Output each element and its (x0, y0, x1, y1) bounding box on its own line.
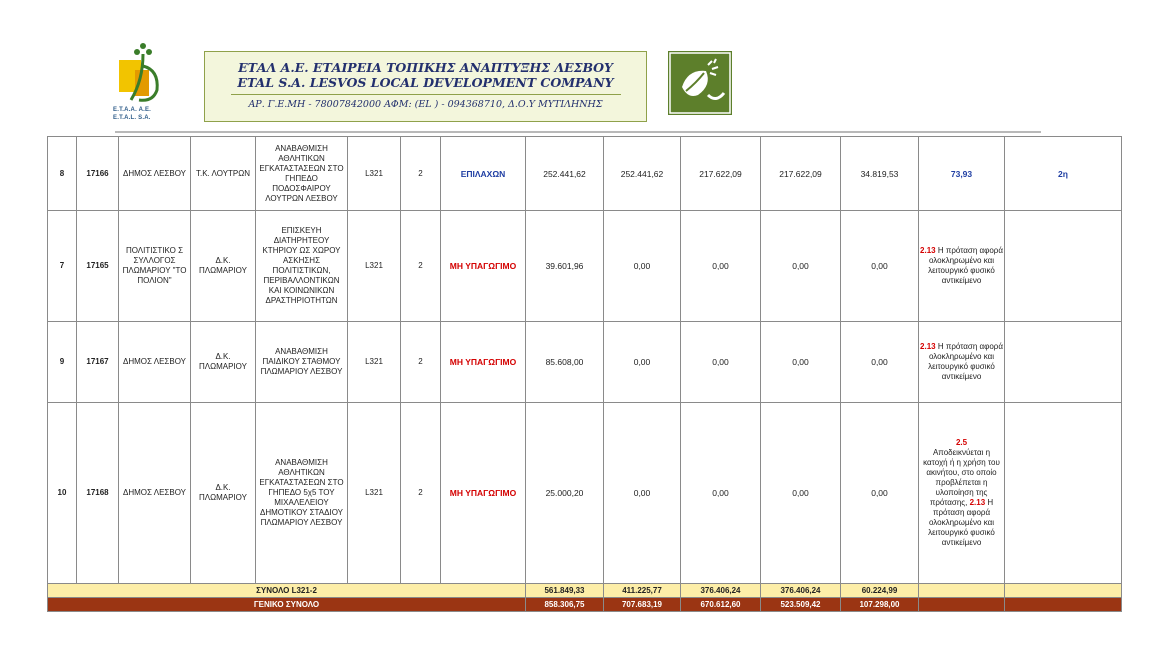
area: Τ.Κ. ΛΟΥΤΡΩΝ (191, 137, 256, 211)
etal-logo-left (113, 40, 173, 122)
subtotal-amount-4: 376.406,24 (761, 584, 841, 598)
header-divider (115, 131, 1041, 133)
project-code: 17166 (77, 137, 119, 211)
amount-4: 0,00 (761, 322, 841, 403)
status: ΜΗ ΥΠΑΓΩΓΙΜΟ (441, 322, 526, 403)
sub-measure: 2 (401, 211, 441, 322)
rejection-note (919, 403, 1005, 584)
subtotal-amount-3: 376.406,24 (681, 584, 761, 598)
subtotal-amount-1: 561.849,33 (526, 584, 604, 598)
criterion-code: 2.13 (920, 342, 936, 351)
rank: 2η (1005, 137, 1122, 211)
company-registry: ΑΡ. Γ.Ε.ΜΗ - 78007842000 ΑΦΜ: (EL ) - 094368710, Δ.Ο.Υ ΜΥΤΙΛΗΝΗΣ (248, 99, 603, 110)
amount-4: 0,00 (761, 403, 841, 584)
measure: L321 (348, 322, 401, 403)
grandtotal-amount-4: 523.509,42 (761, 598, 841, 612)
project-title: ΑΝΑΒΑΘΜΙΣΗ ΑΘΛΗΤΙΚΩΝ ΕΓΚΑΤΑΣΤΑΣΕΩΝ ΣΤΟ ΓΗΠΕΔΟ ΠΟΔΟΣΦΑΙΡΟΥ ΛΟΥΤΡΩΝ ΛΕΣΒΟΥ (256, 137, 348, 211)
leader-logo-right (668, 51, 732, 115)
sub-measure: 2 (401, 322, 441, 403)
amount-1: 85.608,00 (526, 322, 604, 403)
amount-5: 0,00 (841, 403, 919, 584)
table-row (48, 211, 1122, 322)
sub-measure: 2 (401, 137, 441, 211)
status: ΕΠΙΛΑΧΩΝ (441, 137, 526, 211)
criterion-text: Η πρόταση αφορά ολοκληρωμένο και λειτουργικό φυσικό αντικείμενο (928, 246, 1003, 285)
amount-3: 217.622,09 (681, 137, 761, 211)
amount-5: 0,00 (841, 211, 919, 322)
subtotal-label: ΣΥΝΟΛΟ L321-2 (48, 584, 526, 598)
amount-2: 0,00 (604, 211, 681, 322)
project-title: ΑΝΑΒΑΘΜΙΣΗ ΑΘΛΗΤΙΚΩΝ ΕΓΚΑΤΑΣΤΑΣΕΩΝ ΣΤΟ ΓΗΠΕΔΟ 5χ5 ΤΟΥ ΜΙΧΑΛΕΛΕΙΟΥ ΔΗΜΟΤΙΚΟΥ ΣΤΑΔΙΟΥ ΠΛΩΜΑΡΙΟΥ ΛΕΣΒΟΥ (256, 403, 348, 584)
company-title-greek: ΕΤΑΛ Α.Ε. ΕΤΑΙΡΕΙΑ ΤΟΠΙΚΗΣ ΑΝΑΠΤΥΞΗΣ ΛΕΣΒΟΥ (238, 60, 613, 75)
company-title-english: ETAL S.A. LESVOS LOCAL DEVELOPMENT COMPANY (237, 75, 614, 90)
criterion-text: Η πρόταση αφορά ολοκληρωμένο και λειτουργικό φυσικό αντικείμενο (928, 342, 1003, 381)
grandtotal-amount-2: 707.683,19 (604, 598, 681, 612)
status: ΜΗ ΥΠΑΓΩΓΙΜΟ (441, 211, 526, 322)
measure: L321 (348, 403, 401, 584)
area: Δ.Κ. ΠΛΩΜΑΡΙΟΥ (191, 403, 256, 584)
projects-table (47, 136, 1122, 612)
project-title: ΑΝΑΒΑΘΜΙΣΗ ΠΑΙΔΙΚΟΥ ΣΤΑΘΜΟΥ ΠΛΩΜΑΡΙΟΥ ΛΕΣΒΟΥ (256, 322, 348, 403)
etal-emblem-icon (113, 40, 173, 106)
amount-4: 0,00 (761, 211, 841, 322)
score: 73,93 (919, 137, 1005, 211)
amount-2: 252.441,62 (604, 137, 681, 211)
subtotal-amount-5: 60.224,99 (841, 584, 919, 598)
logo-text-gr: E.T.A.A. A.E. (113, 107, 152, 113)
measure: L321 (348, 211, 401, 322)
amount-3: 0,00 (681, 211, 761, 322)
amount-3: 0,00 (681, 322, 761, 403)
row-number: 10 (48, 403, 77, 584)
area: Δ.Κ. ΠΛΩΜΑΡΙΟΥ (191, 211, 256, 322)
amount-2: 0,00 (604, 322, 681, 403)
row-number: 9 (48, 322, 77, 403)
table-row (48, 137, 1122, 211)
grandtotal-empty (1005, 598, 1122, 612)
subtotal-row (48, 584, 1122, 598)
measure: L321 (348, 137, 401, 211)
logo-text-en: E.T.A.L. S.A. (113, 115, 151, 121)
amount-1: 25.000,20 (526, 403, 604, 584)
subtotal-amount-2: 411.225,77 (604, 584, 681, 598)
area: Δ.Κ. ΠΛΩΜΑΡΙΟΥ (191, 322, 256, 403)
applicant: ΠΟΛΙΤΙΣΤΙΚΟ Σ ΣΥΛΛΟΓΟΣ ΠΛΩΜΑΡΙΟΥ "ΤΟ ΠΟΛΙΟΝ" (119, 211, 191, 322)
criterion-text-2: Η πρόταση αφορά ολοκληρωμένο και λειτουργικό φυσικό αντικείμενο (928, 498, 995, 547)
applicant: ΔΗΜΟΣ ΛΕΣΒΟΥ (119, 137, 191, 211)
leader-emblem-icon (668, 51, 732, 115)
amount-1: 39.601,96 (526, 211, 604, 322)
rank (1005, 211, 1122, 322)
grandtotal-label: ΓΕΝΙΚΟ ΣΥΝΟΛΟ (48, 598, 526, 612)
criterion-code-2: 2.13 (969, 498, 986, 507)
company-banner (204, 51, 647, 122)
applicant: ΔΗΜΟΣ ΛΕΣΒΟΥ (119, 322, 191, 403)
rank (1005, 403, 1122, 584)
sub-measure: 2 (401, 403, 441, 584)
project-code: 17167 (77, 322, 119, 403)
grandtotal-amount-1: 858.306,75 (526, 598, 604, 612)
project-code: 17168 (77, 403, 119, 584)
rejection-note (919, 211, 1005, 322)
criterion-code: 2.13 (920, 246, 936, 255)
amount-2: 0,00 (604, 403, 681, 584)
amount-1: 252.441,62 (526, 137, 604, 211)
applicant: ΔΗΜΟΣ ΛΕΣΒΟΥ (119, 403, 191, 584)
rejection-note (919, 322, 1005, 403)
status: ΜΗ ΥΠΑΓΩΓΙΜΟ (441, 403, 526, 584)
subtotal-empty (1005, 584, 1122, 598)
amount-3: 0,00 (681, 403, 761, 584)
subtotal-empty (919, 584, 1005, 598)
grandtotal-row (48, 598, 1122, 612)
row-number: 7 (48, 211, 77, 322)
amount-5: 34.819,53 (841, 137, 919, 211)
amount-5: 0,00 (841, 322, 919, 403)
grandtotal-amount-5: 107.298,00 (841, 598, 919, 612)
amount-4: 217.622,09 (761, 137, 841, 211)
grandtotal-empty (919, 598, 1005, 612)
project-code: 17165 (77, 211, 119, 322)
project-title: ΕΠΙΣΚΕΥΗ ΔΙΑΤΗΡΗΤΕΟΥ ΚΤΗΡΙΟΥ ΩΣ ΧΩΡΟΥ ΑΣΚΗΣΗΣ ΠΟΛΙΤΙΣΤΙΚΩΝ, ΠΕΡΙΒΑΛΛΟΝΤΙΚΩΝ ΚΑΙ ΚΟΙΝΩΝΙΚΩΝ ΔΡΑΣΤΗΡΙΟΤΗΤΩΝ (256, 211, 348, 322)
table-row (48, 403, 1122, 584)
criterion-text: Αποδεικνύεται η κατοχή ή η χρήση του ακινήτου, στο οποίο προβλέπεται η υλοποίηση της πρότασης, (923, 448, 1000, 507)
row-number: 8 (48, 137, 77, 211)
rank (1005, 322, 1122, 403)
banner-divider (231, 94, 621, 95)
table-row (48, 322, 1122, 403)
grandtotal-amount-3: 670.612,60 (681, 598, 761, 612)
criterion-code: 2.5 (955, 438, 968, 447)
